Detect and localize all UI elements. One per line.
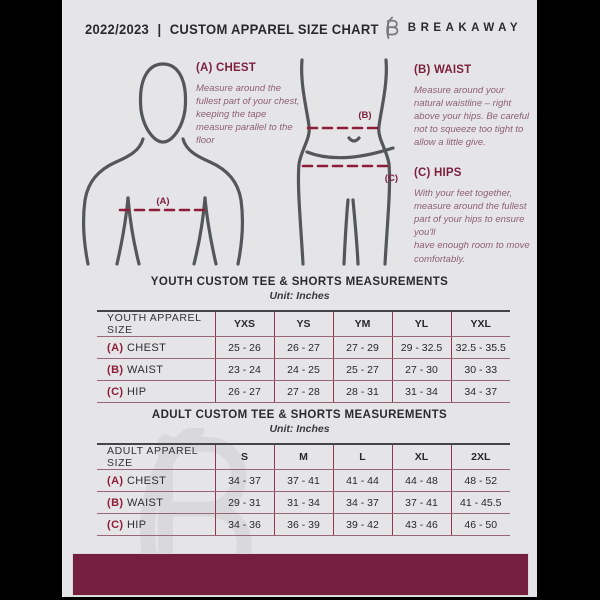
table-row xyxy=(97,514,510,536)
size-cell: 29 - 32.5 xyxy=(392,337,451,359)
youth-table-unit: Unit: Inches xyxy=(269,290,330,302)
size-cell: 43 - 46 xyxy=(392,514,451,536)
size-cell: 34 - 37 xyxy=(333,492,392,514)
column-header: L xyxy=(333,444,392,470)
hips-marker-label: (C) xyxy=(384,173,398,184)
row-label: (C) HIP xyxy=(97,514,215,536)
title-year: 2022/2023 xyxy=(85,21,150,37)
brand-name: BREAKAWAY xyxy=(407,22,522,34)
youth-header-row xyxy=(97,311,510,337)
chest-instructions xyxy=(196,62,304,148)
size-cell: 23 - 24 xyxy=(215,359,274,381)
table-row xyxy=(97,337,510,359)
table-row xyxy=(97,492,510,514)
size-cell: 27 - 30 xyxy=(392,359,451,381)
column-header: YXS xyxy=(215,311,274,337)
brand-logo xyxy=(380,15,522,41)
adult-size-table xyxy=(97,443,510,536)
adult-header-row xyxy=(97,444,510,470)
right-inner-arm xyxy=(205,198,216,264)
title-text: CUSTOM APPAREL SIZE CHART xyxy=(169,21,379,37)
size-cell: 31 - 34 xyxy=(274,492,333,514)
chest-heading: (A) CHEST xyxy=(196,62,256,74)
page-title xyxy=(85,21,379,37)
column-header: XL xyxy=(392,444,451,470)
size-cell: 34 - 36 xyxy=(215,514,274,536)
size-cell: 34 - 37 xyxy=(215,470,274,492)
left-torso-side xyxy=(128,198,139,264)
size-cell: 25 - 27 xyxy=(333,359,392,381)
size-cell: 28 - 31 xyxy=(333,381,392,403)
adult-table-title: ADULT CUSTOM TEE & SHORTS MEASUREMENTS xyxy=(151,409,448,421)
size-cell: 26 - 27 xyxy=(274,337,333,359)
row-label: (B) WAIST xyxy=(97,359,215,381)
right-torso-side xyxy=(194,198,205,264)
breakaway-b-icon xyxy=(380,15,401,41)
navel-mark xyxy=(349,138,359,141)
chest-marker-label: (A) xyxy=(156,196,170,207)
youth-size-table xyxy=(97,310,510,403)
table-row xyxy=(97,359,510,381)
footer-bar xyxy=(73,554,528,595)
adult-table-unit: Unit: Inches xyxy=(269,423,330,435)
size-cell: 36 - 39 xyxy=(274,514,333,536)
column-header: YXL xyxy=(451,311,510,337)
waist-marker-label: (B) xyxy=(358,110,372,121)
waist-instructions xyxy=(414,64,530,150)
size-cell: 39 - 42 xyxy=(333,514,392,536)
hips-instructions xyxy=(414,167,530,266)
hips-body-text: With your feet together, measure around the fullest part of your hips to ensure you'll have enough room to move comfortably. xyxy=(414,188,530,265)
size-cell: 31 - 34 xyxy=(392,381,451,403)
size-cell: 32.5 - 35.5 xyxy=(451,337,510,359)
row-label: (A) CHEST xyxy=(97,470,215,492)
waist-heading: (B) WAIST xyxy=(414,64,472,76)
size-chart-document xyxy=(62,0,537,597)
size-cell: 37 - 41 xyxy=(274,470,333,492)
column-header: M xyxy=(274,444,333,470)
column-header: YOUTH APPAREL SIZE xyxy=(97,311,215,337)
size-cell: 27 - 29 xyxy=(333,337,392,359)
right-body-outline xyxy=(379,60,390,264)
size-cell: 37 - 41 xyxy=(392,492,451,514)
chest-body-text: Measure around the fullest part of your chest, keeping the tape measure parallel to the floor xyxy=(196,83,300,147)
title-divider: | xyxy=(157,21,162,37)
size-cell: 41 - 45.5 xyxy=(451,492,510,514)
column-header: YS xyxy=(274,311,333,337)
youth-table-title: YOUTH CUSTOM TEE & SHORTS MEASUREMENTS xyxy=(150,276,449,288)
head-outline xyxy=(141,64,186,142)
column-header: ADULT APPAREL SIZE xyxy=(97,444,215,470)
left-inner-arm xyxy=(117,198,128,264)
waist-body-text: Measure around your natural waistline – right above your hips. Be careful not to squeeze too tight to allow a little give. xyxy=(414,85,530,149)
hip-curve-line xyxy=(307,148,393,158)
column-header: S xyxy=(215,444,274,470)
size-cell: 34 - 37 xyxy=(451,381,510,403)
table-row xyxy=(97,470,510,492)
hips-heading: (C) HIPS xyxy=(414,167,462,179)
size-cell: 46 - 50 xyxy=(451,514,510,536)
size-cell: 41 - 44 xyxy=(333,470,392,492)
size-cell: 25 - 26 xyxy=(215,337,274,359)
left-inner-leg xyxy=(344,200,348,264)
size-cell: 26 - 27 xyxy=(215,381,274,403)
right-inner-leg xyxy=(353,200,358,264)
row-label: (A) CHEST xyxy=(97,337,215,359)
column-header: 2XL xyxy=(451,444,510,470)
column-header: YL xyxy=(392,311,451,337)
row-label: (B) WAIST xyxy=(97,492,215,514)
size-cell: 27 - 28 xyxy=(274,381,333,403)
size-cell: 44 - 48 xyxy=(392,470,451,492)
row-label: (C) HIP xyxy=(97,381,215,403)
column-header: YM xyxy=(333,311,392,337)
size-cell: 29 - 31 xyxy=(215,492,274,514)
size-cell: 30 - 33 xyxy=(451,359,510,381)
size-cell: 48 - 52 xyxy=(451,470,510,492)
table-row xyxy=(97,381,510,403)
size-cell: 24 - 25 xyxy=(274,359,333,381)
